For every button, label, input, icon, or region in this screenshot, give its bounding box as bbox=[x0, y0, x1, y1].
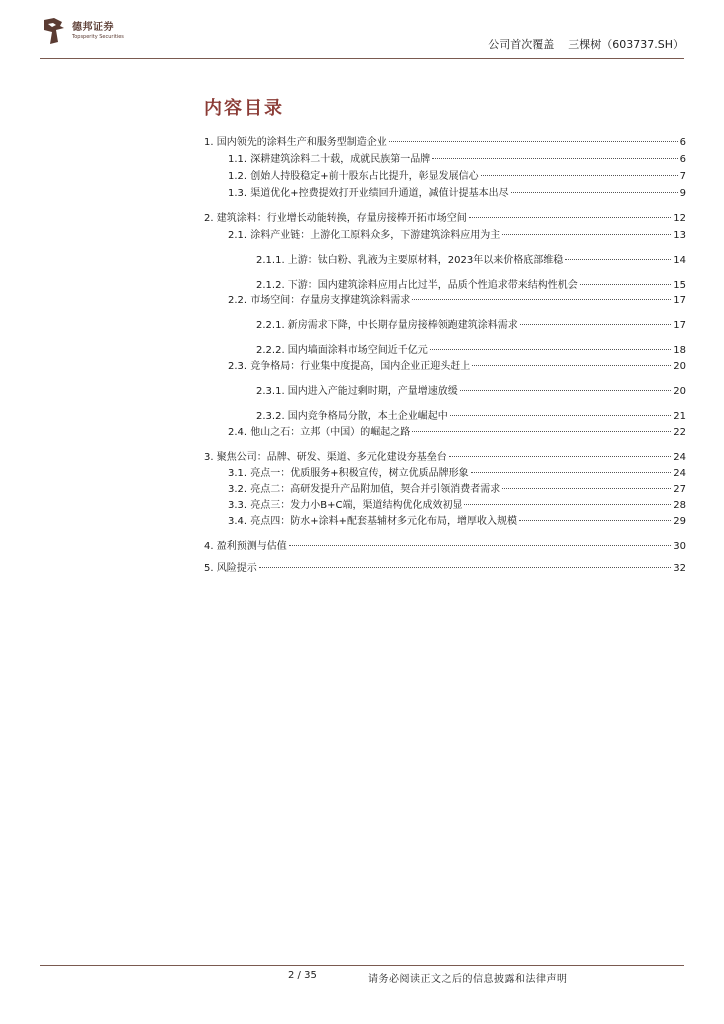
page-number: 2 / 35 bbox=[288, 970, 317, 981]
toc-entry-2-4[interactable]: 2.4. 他山之石：立邦（中国）的崛起之路 22 bbox=[228, 427, 686, 438]
toc-entry-3[interactable]: 3. 聚焦公司：品牌、研发、渠道、多元化建设夯基垒台 24 bbox=[204, 452, 686, 463]
toc-entry-2-3[interactable]: 2.3. 竞争格局：行业集中度提高，国内企业正迎头赶上 20 bbox=[228, 361, 686, 372]
toc-entry-1-2[interactable]: 1.2. 创始人持股稳定+前十股东占比提升，彰显发展信心 7 bbox=[228, 171, 686, 182]
toc-entry-3-3[interactable]: 3.3. 亮点三：发力小B+C端，渠道结构优化成效初显 28 bbox=[228, 500, 686, 511]
toc-entry-2-1-1[interactable]: 2.1.1. 上游：钛白粉、乳液为主要原材料，2023年以来价格底部维稳 14 bbox=[256, 255, 686, 266]
page-header bbox=[40, 12, 684, 58]
footer-divider bbox=[40, 965, 684, 966]
table-of-contents bbox=[204, 136, 686, 575]
toc-entry-2-1-2[interactable]: 2.1.2. 下游：国内建筑涂料应用占比过半，品质个性追求带来结构性机会 15 bbox=[256, 280, 686, 291]
company-ticker: 三棵树（603737.SH） bbox=[568, 38, 684, 51]
logo-name-cn: 德邦证券 bbox=[72, 21, 114, 33]
header-divider bbox=[40, 58, 684, 59]
toc-entry-2-2-1[interactable]: 2.2.1. 新房需求下降，中长期存量房接棒领跑建筑涂料需求 17 bbox=[256, 320, 686, 331]
report-info bbox=[474, 36, 684, 52]
toc-entry-1[interactable]: 1. 国内领先的涂料生产和服务型制造企业 6 bbox=[204, 137, 686, 148]
toc-entry-3-2[interactable]: 3.2. 亮点二：高研发提升产品附加值，契合并引领消费者需求 27 bbox=[228, 484, 686, 495]
toc-entry-2-2[interactable]: 2.2. 市场空间：存量房支撑建筑涂料需求 17 bbox=[228, 295, 686, 306]
toc-entry-1-1[interactable]: 1.1. 深耕建筑涂料二十载，成就民族第一品牌 6 bbox=[228, 154, 686, 165]
toc-entry-3-4[interactable]: 3.4. 亮点四：防水+涂料+配套基辅材多元化布局，增厚收入规模 29 bbox=[228, 516, 686, 527]
toc-entry-2-2-2[interactable]: 2.2.2. 国内墙面涂料市场空间近千亿元 18 bbox=[256, 345, 686, 356]
company-logo bbox=[40, 16, 124, 46]
report-type-label: 公司首次覆盖 bbox=[488, 38, 555, 51]
logo-icon bbox=[40, 16, 66, 46]
toc-entry-4[interactable]: 4. 盈利预测与估值 30 bbox=[204, 541, 686, 552]
toc-entry-2[interactable]: 2. 建筑涂料：行业增长动能转换，存量房接棒开拓市场空间 12 bbox=[204, 213, 686, 224]
toc-entry-1-3[interactable]: 1.3. 渠道优化+控费提效打开业绩回升通道，减值计提基本出尽 9 bbox=[228, 188, 686, 199]
toc-entry-2-3-1[interactable]: 2.3.1. 国内进入产能过剩时期，产量增速放缓 20 bbox=[256, 386, 686, 397]
logo-name-en: Topsperity Securities bbox=[72, 33, 124, 40]
toc-title: 内容目录 bbox=[204, 98, 284, 119]
toc-entry-2-3-2[interactable]: 2.3.2. 国内竞争格局分散，本土企业崛起中 21 bbox=[256, 411, 686, 422]
toc-entry-3-1[interactable]: 3.1. 亮点一：优质服务+积极宣传，树立优质品牌形象 24 bbox=[228, 468, 686, 479]
legal-disclaimer: 请务必阅读正文之后的信息披露和法律声明 bbox=[368, 974, 568, 985]
toc-entry-2-1[interactable]: 2.1. 涂料产业链：上游化工原料众多，下游建筑涂料应用为主 13 bbox=[228, 230, 686, 241]
toc-entry-5[interactable]: 5. 风险提示 32 bbox=[204, 563, 686, 574]
